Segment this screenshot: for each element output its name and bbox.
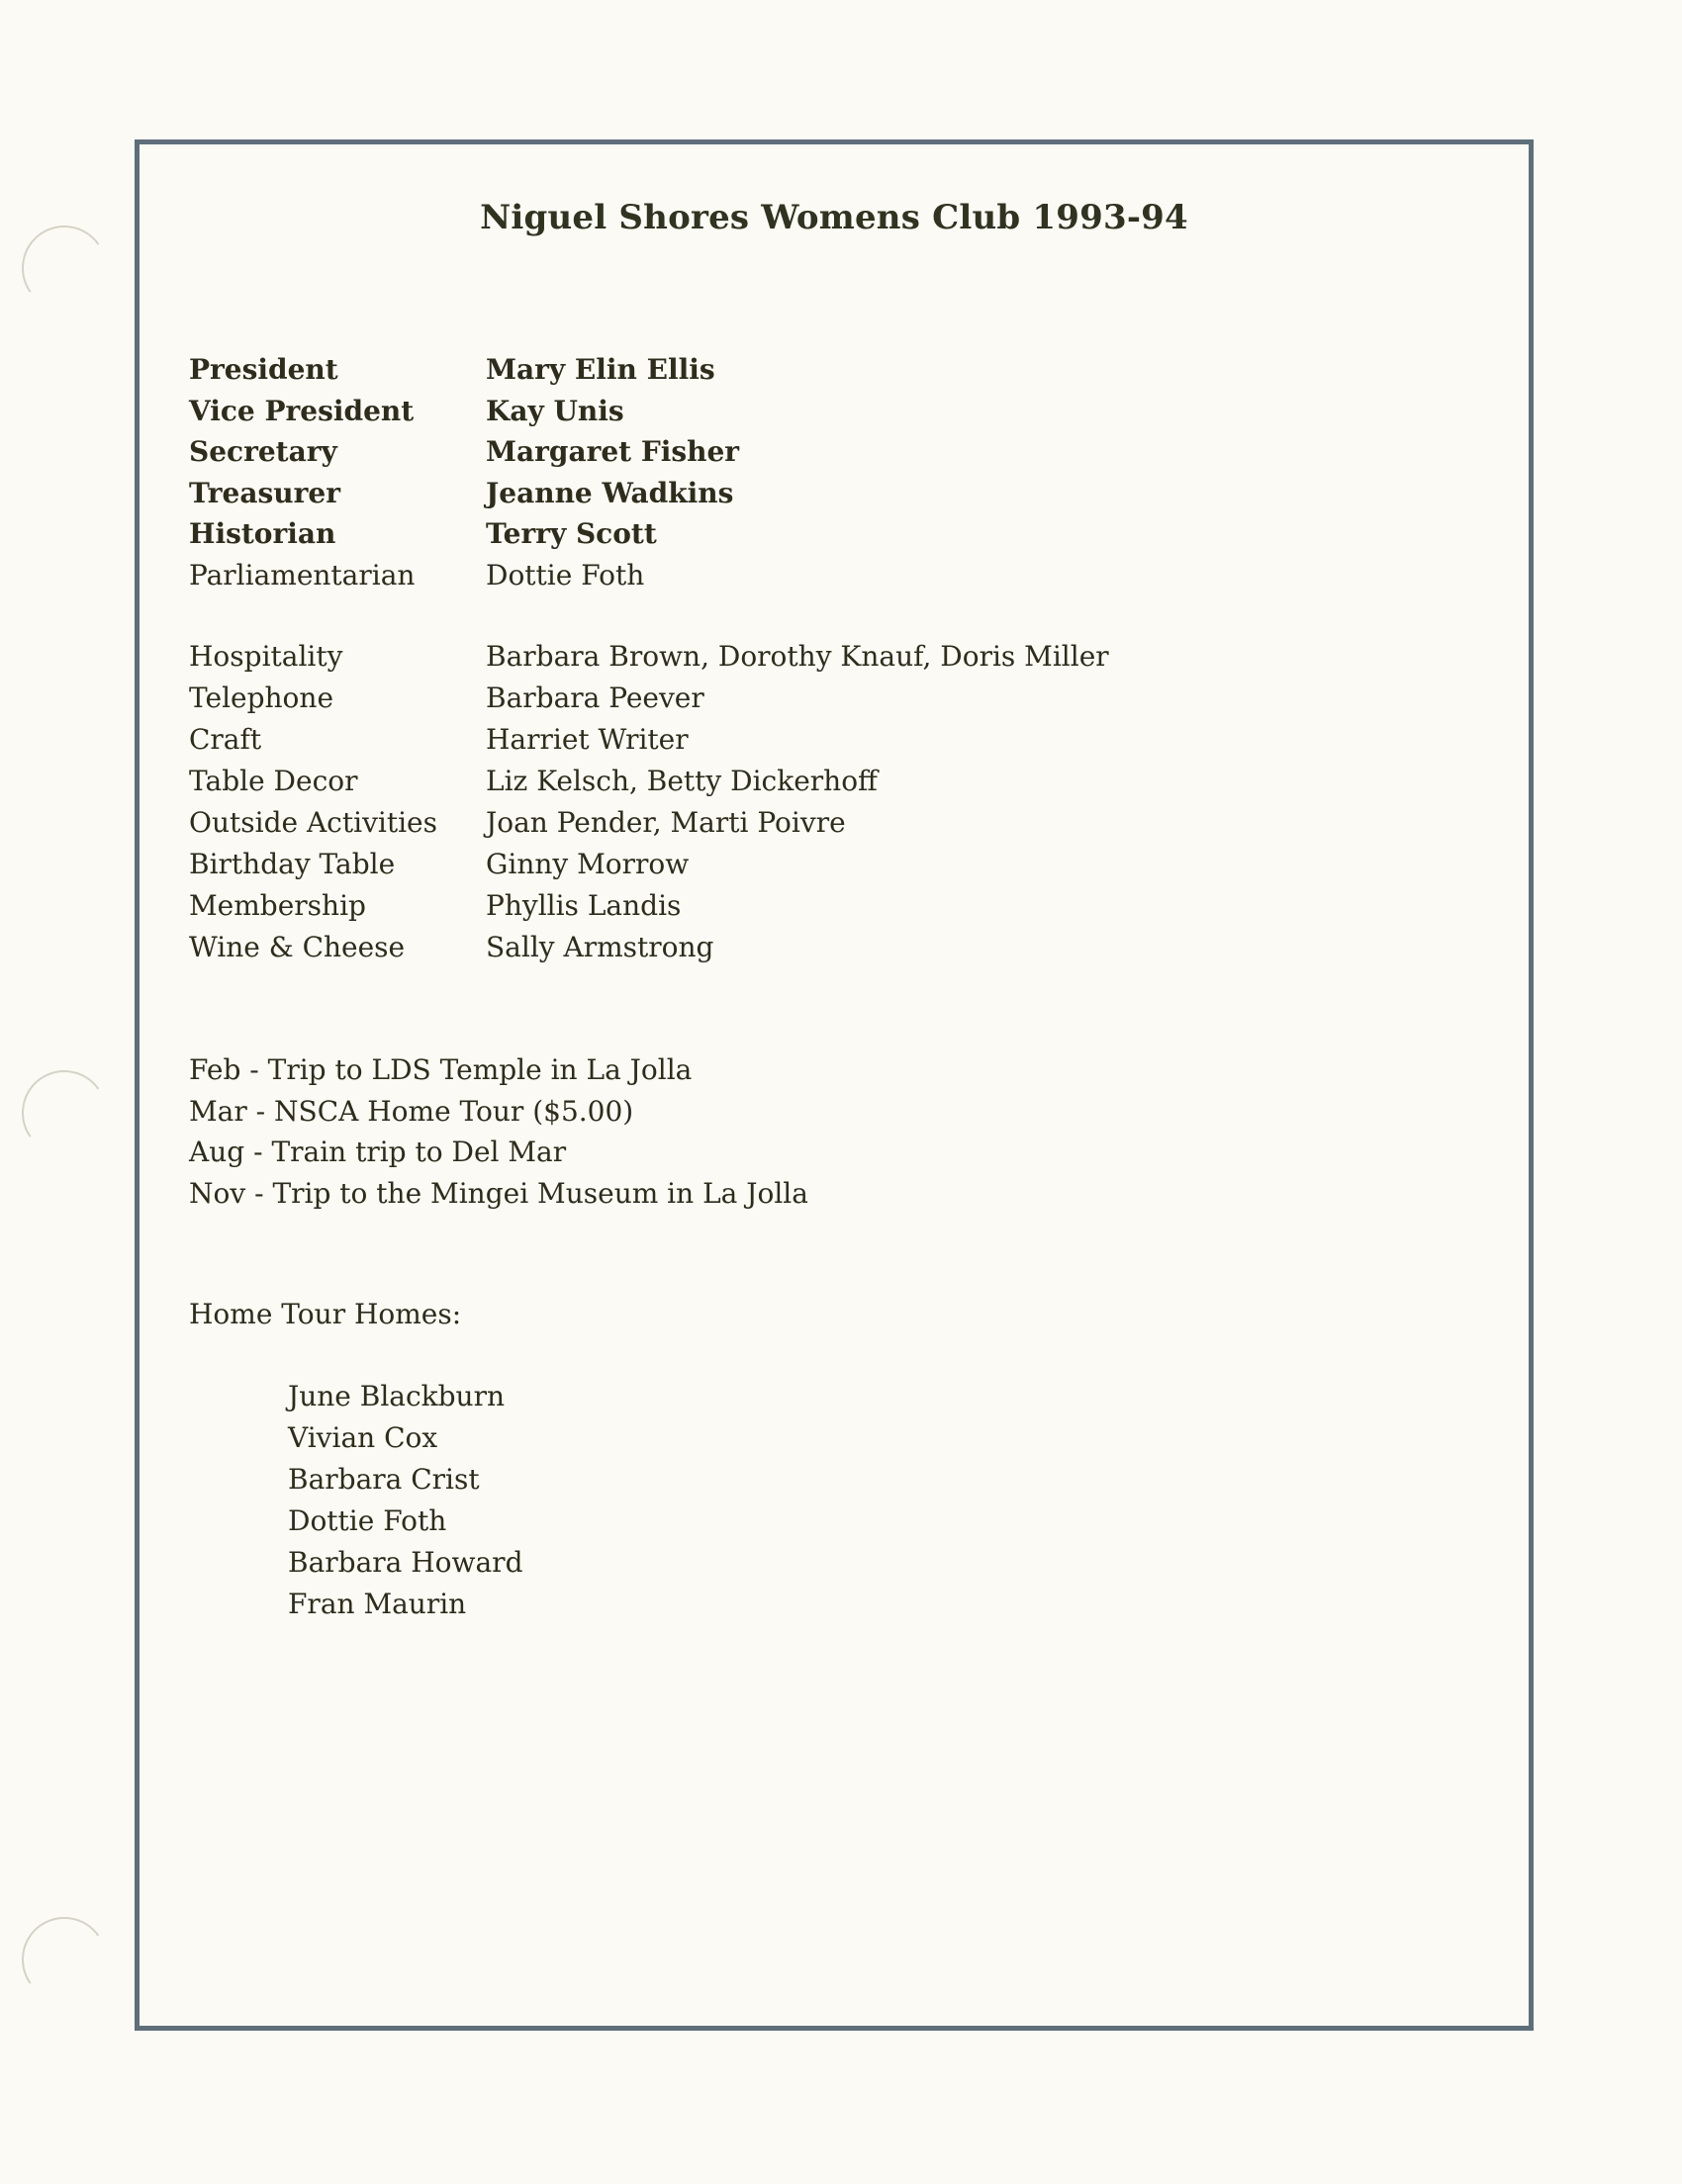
officer-row	[189, 555, 739, 596]
home-item: Barbara Crist	[288, 1463, 480, 1496]
event-item: Mar - NSCA Home Tour ($5.00)	[189, 1094, 634, 1128]
officer-row	[189, 391, 739, 432]
committee-role: Hospitality	[189, 640, 343, 673]
committee-members: Harriet Writer	[486, 723, 689, 756]
committee-row	[189, 927, 1109, 968]
event-item: Nov - Trip to the Mingei Museum in La Jolla	[189, 1176, 808, 1210]
home-item: June Blackburn	[288, 1380, 506, 1412]
home-item: Vivian Cox	[288, 1421, 438, 1454]
committee-row	[189, 636, 1109, 678]
committee-role: Outside Activities	[189, 806, 437, 839]
committee-members: Phyllis Landis	[486, 889, 682, 922]
committee-members: Ginny Morrow	[486, 848, 690, 880]
officer-role: Treasurer	[189, 476, 340, 509]
officers-list	[189, 349, 739, 595]
committee-members: Barbara Brown, Dorothy Knauf, Doris Miller	[486, 640, 1109, 673]
events-list	[189, 1049, 808, 1214]
officer-role: President	[189, 353, 338, 386]
officer-role: Parliamentarian	[189, 558, 416, 592]
home-tour-heading: Home Tour Homes:	[189, 1298, 462, 1330]
committee-row	[189, 885, 1109, 927]
officer-role: Secretary	[189, 435, 337, 468]
home-item: Dottie Foth	[288, 1504, 447, 1537]
officer-name: Kay Unis	[486, 394, 624, 427]
committee-role: Craft	[189, 723, 262, 756]
officer-name: Terry Scott	[486, 517, 657, 550]
punch-hole-bottom	[15, 1910, 114, 2009]
punch-hole-top	[15, 219, 114, 318]
event-item: Feb - Trip to LDS Temple in La Jolla	[189, 1053, 693, 1086]
officer-role: Vice President	[189, 394, 415, 427]
officer-name: Dottie Foth	[486, 558, 645, 592]
page-border	[135, 139, 1534, 2031]
punch-hole-middle	[15, 1063, 114, 1162]
page-title: Niguel Shores Womens Club 1993-94	[480, 198, 1188, 237]
home-tour-list	[288, 1376, 523, 1625]
committee-role: Table Decor	[189, 765, 358, 797]
committee-members: Joan Pender, Marti Poivre	[486, 806, 846, 839]
committee-row	[189, 719, 1109, 761]
home-item: Barbara Howard	[288, 1546, 523, 1579]
officer-name: Jeanne Wadkins	[486, 476, 734, 509]
committee-row	[189, 802, 1109, 844]
officer-row	[189, 473, 739, 514]
committee-row	[189, 844, 1109, 885]
committees-list	[189, 636, 1109, 968]
home-item: Fran Maurin	[288, 1588, 467, 1620]
officer-name: Mary Elin Ellis	[486, 353, 715, 386]
event-item: Aug - Train trip to Del Mar	[189, 1136, 567, 1168]
committee-row	[189, 678, 1109, 719]
committee-role: Membership	[189, 889, 366, 922]
committee-role: Birthday Table	[189, 848, 396, 880]
committee-members: Sally Armstrong	[486, 931, 714, 963]
committee-role: Telephone	[189, 682, 334, 714]
officer-role: Historian	[189, 517, 336, 550]
officer-row	[189, 431, 739, 473]
officer-row	[189, 349, 739, 391]
committee-row	[189, 761, 1109, 802]
committee-members: Liz Kelsch, Betty Dickerhoff	[486, 765, 878, 797]
officer-name: Margaret Fisher	[486, 435, 740, 468]
officer-row	[189, 513, 739, 555]
committee-members: Barbara Peever	[486, 682, 704, 714]
committee-role: Wine & Cheese	[189, 931, 406, 963]
